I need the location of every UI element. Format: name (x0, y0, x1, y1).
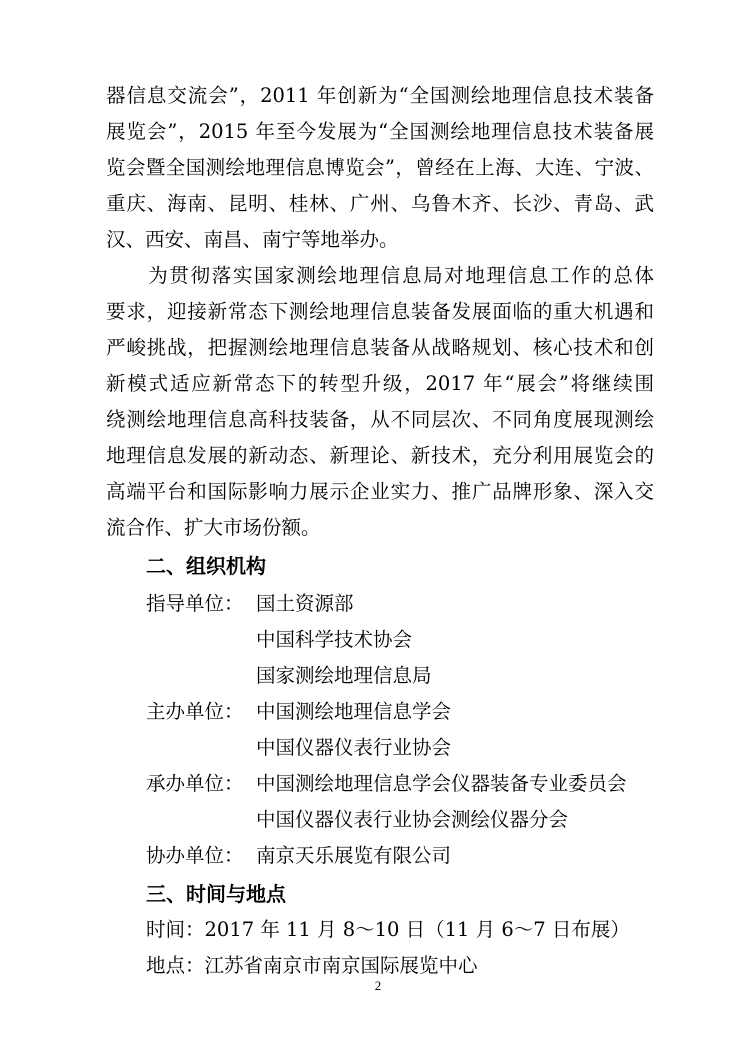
page-number: 2 (374, 978, 382, 993)
paragraph-line: 地理信息发展的新动态、新理论、新技术，充分利用展览会的 (106, 444, 654, 467)
section-heading-organization: 二、组织机构 (146, 554, 266, 578)
section-heading-time-place: 三、时间与地点 (146, 882, 286, 906)
org-unit: 中国测绘地理信息学会仪器装备专业委员会 (256, 772, 627, 795)
paragraph-line: 重庆、海南、昆明、桂林、广州、乌鲁木齐、长沙、青岛、武 (106, 192, 654, 215)
org-row-organizer (146, 766, 627, 802)
paragraph-line: 高端平台和国际影响力展示企业实力、推广品牌形象、深入交 (106, 480, 654, 503)
paragraph-line: 新模式适应新常态下的转型升级，2017 年“展会”将继续围 (106, 372, 654, 395)
org-label-co: 协办单位： (146, 844, 244, 867)
paragraph-line: 展览会”，2015 年至今发展为“全国测绘地理信息技术装备展 (106, 120, 654, 143)
org-unit: 南京天乐展览有限公司 (256, 844, 452, 867)
org-row-co-organizer (146, 838, 451, 874)
org-unit: 国家测绘地理信息局 (256, 664, 432, 687)
paragraph-line: 要求，迎接新常态下测绘地理信息装备发展面临的重大机遇和 (106, 300, 654, 323)
org-row-host (146, 694, 451, 730)
org-label-host: 主办单位： (146, 700, 244, 723)
org-row-guide (146, 586, 354, 622)
org-label-guide: 指导单位： (146, 592, 244, 615)
paragraph-line: 览会暨全国测绘地理信息博览会”，曾经在上海、大连、宁波、 (106, 156, 654, 179)
paragraph-line: 器信息交流会”，2011 年创新为“全国测绘地理信息技术装备 (106, 84, 654, 107)
org-unit: 中国科学技术协会 (256, 628, 413, 651)
org-label-organizer: 承办单位： (146, 772, 244, 795)
org-unit: 中国仪器仪表行业协会测绘仪器分会 (256, 808, 569, 831)
paragraph-line: 绕测绘地理信息高科技装备，从不同层次、不同角度展现测绘 (106, 408, 654, 431)
paragraph-line: 为贯彻落实国家测绘地理信息局对地理信息工作的总体 (106, 264, 654, 287)
org-unit: 中国仪器仪表行业协会 (256, 736, 452, 759)
org-unit: 国土资源部 (256, 592, 354, 615)
time-line: 时间：2017 年 11 月 8～10 日（11 月 6～7 日布展） (146, 918, 630, 941)
place-line: 地点：江苏省南京市南京国际展览中心 (146, 954, 478, 977)
org-unit: 中国测绘地理信息学会 (256, 700, 452, 723)
paragraph-line: 流合作、扩大市场份额。 (106, 516, 321, 539)
paragraph-line: 汉、西安、南昌、南宁等地举办。 (106, 228, 399, 251)
paragraph-line: 严峻挑战，把握测绘地理信息装备从战略规划、核心技术和创 (106, 336, 654, 359)
